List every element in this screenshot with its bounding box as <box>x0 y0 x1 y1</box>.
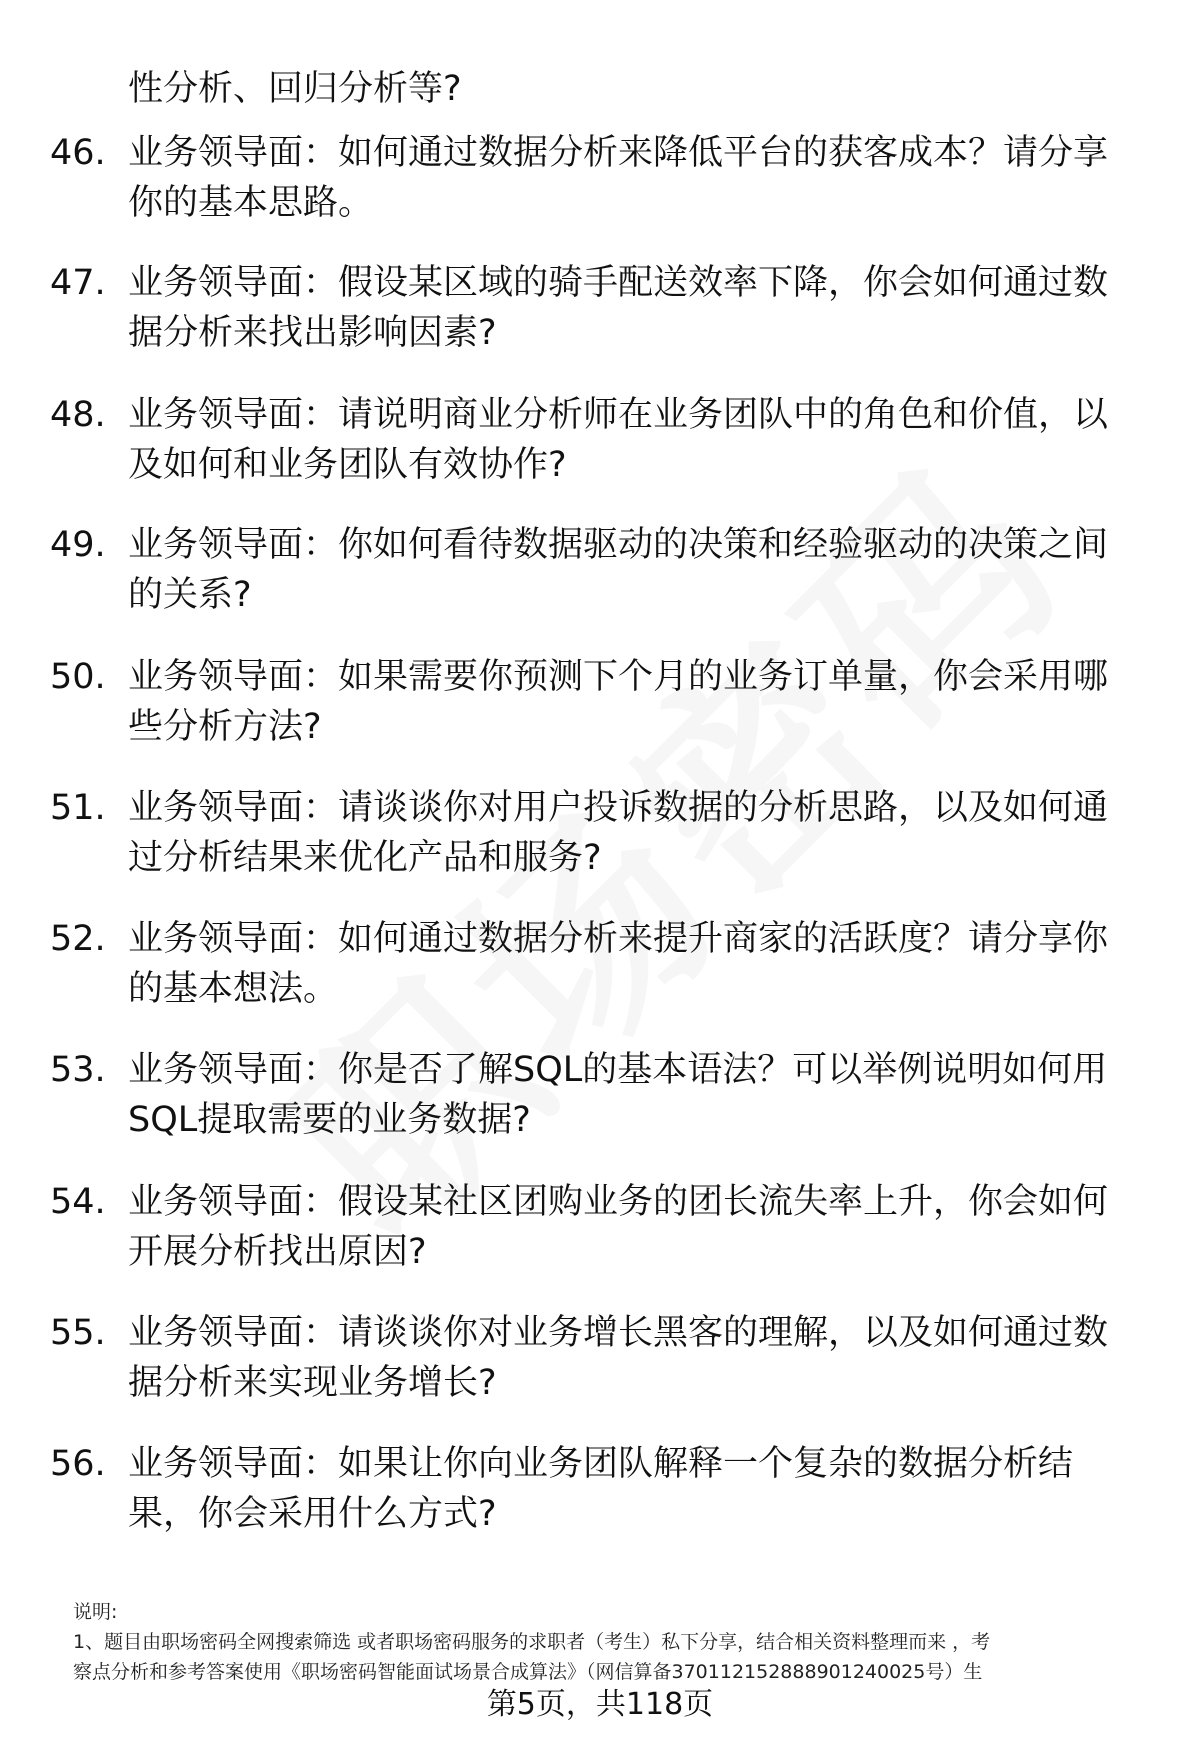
question-item <box>50 652 1130 752</box>
question-text <box>128 128 1128 228</box>
question-text <box>128 783 1128 883</box>
question-number: 53. <box>50 1050 106 1090</box>
question-line: 业务领导面：请谈谈你对业务增长黑客的理解，以及如何通过数 <box>128 1313 1109 1353</box>
question-line: 果，你会采用什么方式? <box>128 1494 497 1534</box>
page-number-footer: 第5页，共118页 <box>486 1687 714 1722</box>
continued-question-text: 性分析、回归分析等? <box>128 69 462 109</box>
question-line: 业务领导面：假设某社区团购业务的团长流失率上升，你会如何 <box>128 1182 1109 1222</box>
question-number: 52. <box>50 919 106 959</box>
question-number: 56. <box>50 1444 106 1484</box>
question-number: 46. <box>50 133 106 173</box>
note-title: 说明: <box>73 1601 118 1623</box>
question-line: 业务领导面：假设某区域的骑手配送效率下降，你会如何通过数 <box>128 263 1109 303</box>
question-line: 业务领导面：请谈谈你对用户投诉数据的分析思路，以及如何通 <box>128 788 1109 828</box>
question-line: 业务领导面：你如何看待数据驱动的决策和经验驱动的决策之间 <box>128 525 1109 565</box>
question-number: 55. <box>50 1313 106 1353</box>
question-item <box>50 258 1130 358</box>
question-text <box>128 1439 1128 1539</box>
question-line: 的基本想法。 <box>128 969 339 1009</box>
question-line: 据分析来实现业务增长? <box>128 1363 497 1403</box>
question-line: 业务领导面：你是否了解SQL的基本语法？可以举例说明如何用 <box>128 1050 1108 1090</box>
question-number: 48. <box>50 395 106 435</box>
question-text <box>128 258 1128 358</box>
question-line: 你的基本思路。 <box>128 183 374 223</box>
question-text <box>128 1177 1128 1277</box>
note-line: 察点分析和参考答案使用《职场密码智能面试场景合成算法》（网信算备370112152888901240025号）生 <box>73 1661 983 1683</box>
question-text <box>128 652 1128 752</box>
question-item <box>50 914 1130 1014</box>
note-line: 1、题目由职场密码全网搜索筛选 或者职场密码服务的求职者（考生）私下分享，结合相关资料整理而来 ，考 <box>73 1631 991 1653</box>
question-line: 的关系? <box>128 575 252 615</box>
question-line: 业务领导面：如何通过数据分析来提升商家的活跃度？请分享你 <box>128 919 1109 959</box>
question-line: SQL提取需要的业务数据? <box>128 1100 531 1140</box>
question-text <box>128 1045 1128 1145</box>
question-line: 业务领导面：如何通过数据分析来降低平台的获客成本？请分享 <box>128 133 1109 173</box>
question-line: 些分析方法? <box>128 707 322 747</box>
question-line: 开展分析找出原因? <box>128 1232 427 1272</box>
question-line: 业务领导面：如果让你向业务团队解释一个复杂的数据分析结 <box>128 1444 1074 1484</box>
question-item <box>50 1308 1130 1408</box>
question-line: 及如何和业务团队有效协作? <box>128 445 567 485</box>
question-line: 据分析来找出影响因素? <box>128 313 497 353</box>
question-item <box>50 128 1130 228</box>
question-text <box>128 1308 1128 1408</box>
question-line: 业务领导面：如果需要你预测下个月的业务订单量，你会采用哪 <box>128 657 1109 697</box>
question-text <box>128 520 1128 620</box>
question-number: 51. <box>50 788 106 828</box>
question-text <box>128 390 1128 490</box>
question-item <box>50 1439 1130 1539</box>
question-item <box>50 783 1130 883</box>
question-line: 过分析结果来优化产品和服务? <box>128 838 602 878</box>
question-number: 47. <box>50 263 106 303</box>
question-item <box>50 1177 1130 1277</box>
question-number: 54. <box>50 1182 106 1222</box>
question-text <box>128 914 1128 1014</box>
note-section <box>73 1597 1153 1687</box>
question-item <box>50 390 1130 490</box>
question-number: 50. <box>50 657 106 697</box>
question-item <box>50 1045 1130 1145</box>
question-number: 49. <box>50 525 106 565</box>
question-item <box>50 520 1130 620</box>
question-line: 业务领导面：请说明商业分析师在业务团队中的角色和价值，以 <box>128 395 1109 435</box>
